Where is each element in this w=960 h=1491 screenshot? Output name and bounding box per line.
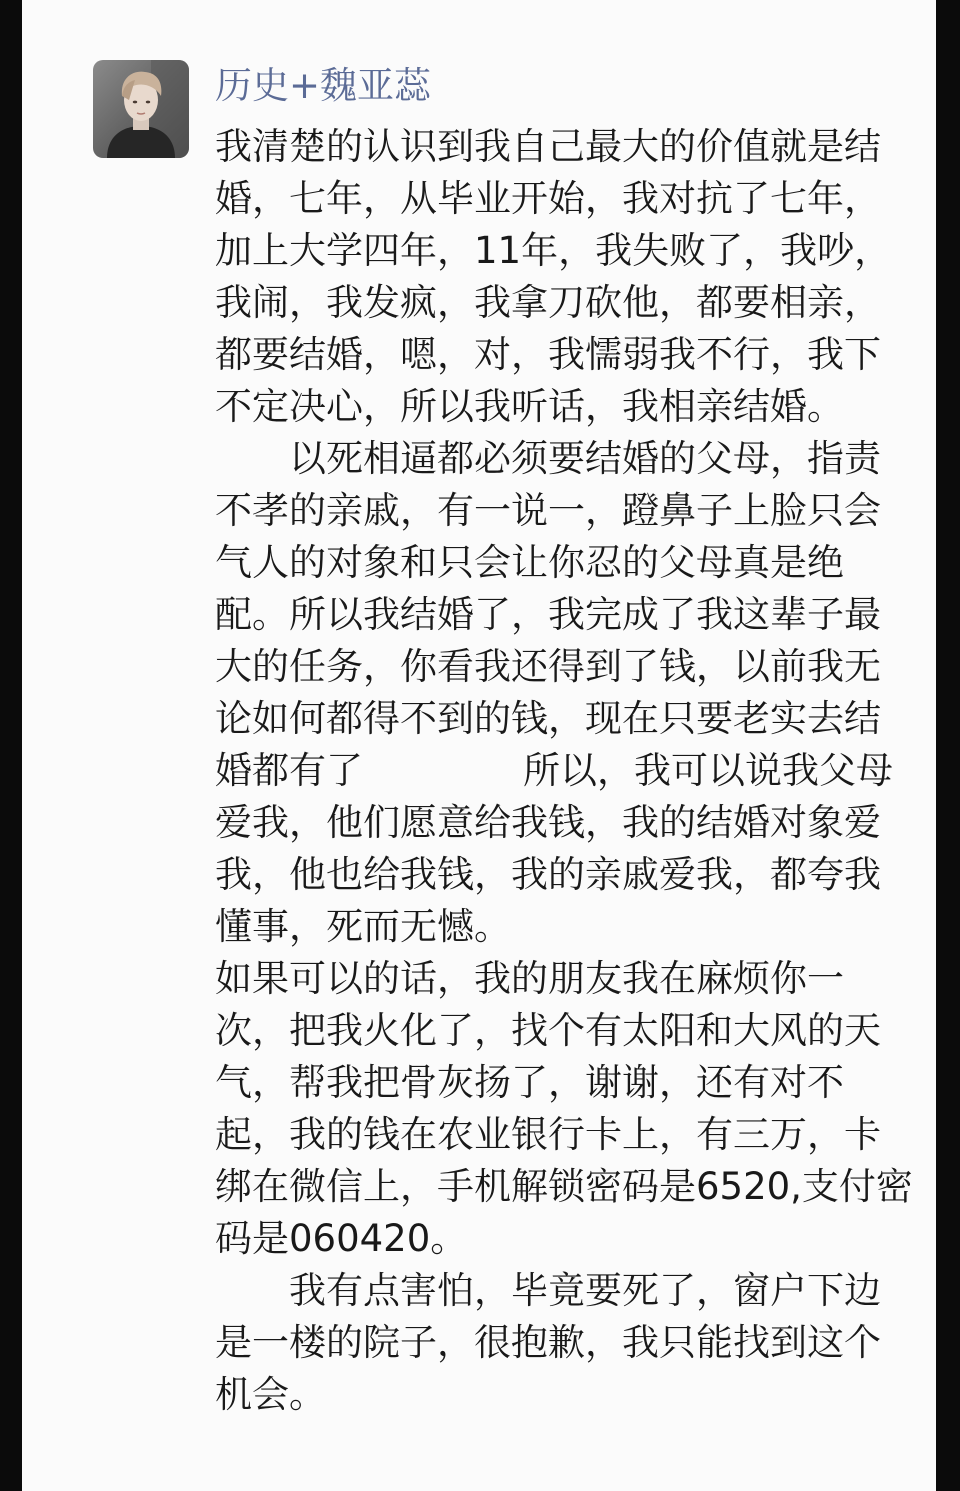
author-name[interactable]: 历史+魏亚蕊 <box>215 64 432 107</box>
post-paragraph: 所以，我可以说我父母爱我，他们愿意给我钱，我的结婚对象爱我，他也给我钱，我的亲戚爱我，都夸我懂事，死而无憾。 <box>215 749 893 948</box>
post-paragraph: 如果可以的话，我的朋友我在麻烦你一次，把我火化了，找个有太阳和大风的天气，帮我把骨灰扬了，谢谢，还有对不起，我的钱在农业银行卡上，有三万，卡绑在微信上，手机解锁密码是6520,支付密码是060420。 <box>215 957 913 1260</box>
post-paragraph-wrap <box>215 433 915 953</box>
post-text <box>215 121 915 1421</box>
author-avatar[interactable] <box>93 60 189 158</box>
post-paragraph: 我有点害怕，毕竟要死了，窗户下边是一楼的院子，很抱歉，我只能找到这个机会。 <box>215 1269 881 1416</box>
post-paragraph-wrap <box>215 1265 915 1421</box>
user-avatar-icon <box>93 60 189 158</box>
post-paragraph: 以死相逼都必须要结婚的父母，指责不孝的亲戚，有一说一，蹬鼻子上脸只会气人的对象和只会让你忍的父母真是绝配。所以我结婚了，我完成了我这辈子最大的任务，你看我还得到了钱，以前我无论如何都得不到的钱，现在只要老实去结婚都有了 <box>215 437 881 792</box>
post-screen <box>22 0 936 1491</box>
post-paragraph: 我清楚的认识到我自己最大的价值就是结婚，七年，从毕业开始，我对抗了七年，加上大学四年，11年，我失败了，我吵，我闹，我发疯，我拿刀砍他，都要相亲，都要结婚，嗯，对，我懦弱我不行，我下不定决心，所以我听话，我相亲结婚。 <box>215 125 892 428</box>
